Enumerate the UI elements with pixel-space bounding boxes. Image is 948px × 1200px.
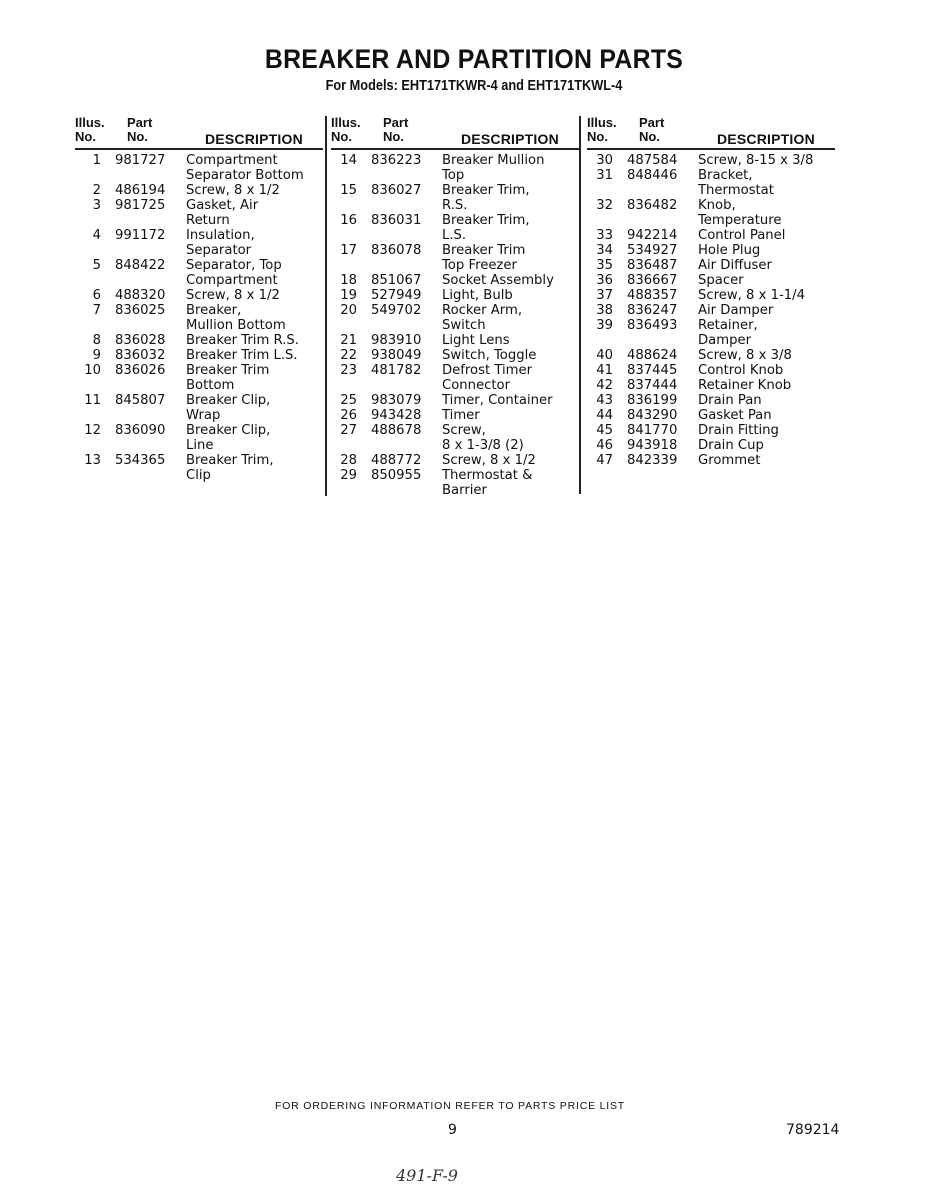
part-number: 938049 [371, 348, 422, 363]
part-description: Screw, 8 x 3/8 [698, 348, 792, 363]
illus-number: 38 [596, 303, 613, 318]
part-number: 943918 [627, 438, 678, 453]
illus-number: 9 [92, 348, 101, 363]
part-description: Timer [442, 408, 480, 423]
part-description: Screw, 8 x 1-3/8 (2) [442, 423, 524, 453]
part-description: Breaker Trim Top Freezer [442, 243, 526, 273]
parts-row [75, 198, 323, 228]
illus-number: 8 [92, 333, 101, 348]
parts-row [587, 408, 835, 423]
part-description: Screw, 8 x 1/2 [442, 453, 536, 468]
column-divider-1 [325, 116, 327, 496]
parts-row [331, 153, 579, 183]
illus-number: 45 [596, 423, 613, 438]
part-description: Breaker, Mullion Bottom [186, 303, 286, 333]
part-description: Screw, 8 x 1-1/4 [698, 288, 805, 303]
part-description: Breaker Trim, L.S. [442, 213, 530, 243]
part-description: Breaker Trim L.S. [186, 348, 298, 363]
part-description: Bracket, Thermostat [698, 168, 774, 198]
parts-row [331, 468, 579, 498]
parts-row [331, 303, 579, 333]
part-number: 488772 [371, 453, 422, 468]
illus-number: 35 [596, 258, 613, 273]
part-description: Screw, 8 x 1/2 [186, 288, 280, 303]
parts-row [587, 438, 835, 453]
part-description: Breaker Trim R.S. [186, 333, 299, 348]
illus-number: 37 [596, 288, 613, 303]
parts-row [331, 183, 579, 213]
part-number: 836031 [371, 213, 422, 228]
header-illus-no: Illus. No. [587, 115, 617, 144]
part-number: 836482 [627, 198, 678, 213]
part-number: 488624 [627, 348, 678, 363]
parts-row [331, 453, 579, 468]
part-description: Control Panel [698, 228, 786, 243]
parts-row [75, 453, 323, 483]
illus-number: 47 [596, 453, 613, 468]
part-number: 836487 [627, 258, 678, 273]
part-number: 845807 [115, 393, 166, 408]
part-number: 836026 [115, 363, 166, 378]
parts-row [587, 423, 835, 438]
illus-number: 39 [596, 318, 613, 333]
part-number: 850955 [371, 468, 422, 483]
part-description: Compartment Separator Bottom [186, 153, 304, 183]
part-number: 481782 [371, 363, 422, 378]
part-description: Drain Cup [698, 438, 764, 453]
part-number: 837444 [627, 378, 678, 393]
parts-row [587, 348, 835, 363]
part-description: Air Damper [698, 303, 774, 318]
part-description: Spacer [698, 273, 744, 288]
part-description: Breaker Trim, R.S. [442, 183, 530, 213]
part-description: Breaker Clip, Line [186, 423, 271, 453]
models-subtitle: For Models: EHT171TKWR-4 and EHT171TKWL-4 [325, 77, 623, 94]
part-description: Air Diffuser [698, 258, 772, 273]
part-number: 488320 [115, 288, 166, 303]
parts-row [75, 393, 323, 423]
part-description: Screw, 8 x 1/2 [186, 183, 280, 198]
illus-number: 10 [84, 363, 101, 378]
header-illus-no: Illus. No. [75, 115, 105, 144]
parts-row [75, 258, 323, 288]
illus-number: 34 [596, 243, 613, 258]
part-number: 981727 [115, 153, 166, 168]
header-description: DESCRIPTION [461, 131, 559, 147]
part-number: 836028 [115, 333, 166, 348]
part-number: 836078 [371, 243, 422, 258]
header-rule [587, 148, 835, 150]
illus-number: 1 [92, 153, 101, 168]
header-part-no: Part No. [639, 115, 665, 144]
header-illus-no: Illus. No. [331, 115, 361, 144]
part-description: Rocker Arm, Switch [442, 303, 523, 333]
part-description: Timer, Container [442, 393, 553, 408]
parts-row [75, 228, 323, 258]
parts-row [587, 258, 835, 273]
part-description: Screw, 8-15 x 3/8 [698, 153, 814, 168]
illus-number: 46 [596, 438, 613, 453]
part-number: 836032 [115, 348, 166, 363]
parts-column-3 [587, 112, 835, 468]
part-description: Light Lens [442, 333, 510, 348]
part-number: 841770 [627, 423, 678, 438]
part-number: 527949 [371, 288, 422, 303]
header-rule [75, 148, 323, 150]
part-number: 836199 [627, 393, 678, 408]
parts-row [587, 228, 835, 243]
parts-column-2 [331, 112, 579, 498]
parts-row [587, 378, 835, 393]
part-number: 848446 [627, 168, 678, 183]
parts-row [331, 213, 579, 243]
column-header [75, 112, 323, 148]
parts-row [331, 393, 579, 408]
parts-row [331, 348, 579, 363]
parts-row [331, 408, 579, 423]
illus-number: 3 [92, 198, 101, 213]
part-number: 991172 [115, 228, 166, 243]
illus-number: 12 [84, 423, 101, 438]
illus-number: 42 [596, 378, 613, 393]
column-divider-2 [579, 116, 581, 494]
header-part-no: Part No. [127, 115, 153, 144]
illus-number: 26 [340, 408, 357, 423]
part-number: 836025 [115, 303, 166, 318]
illus-number: 7 [92, 303, 101, 318]
header-description: DESCRIPTION [205, 131, 303, 147]
illus-number: 43 [596, 393, 613, 408]
part-number: 943428 [371, 408, 422, 423]
parts-row [587, 318, 835, 348]
parts-column-1 [75, 112, 323, 483]
part-description: Breaker Mullion Top [442, 153, 545, 183]
part-number: 534365 [115, 453, 166, 468]
page-title: BREAKER AND PARTITION PARTS [264, 44, 684, 74]
part-description: Socket Assembly [442, 273, 554, 288]
illus-number: 18 [340, 273, 357, 288]
illus-number: 29 [340, 468, 357, 483]
parts-row [587, 393, 835, 408]
illus-number: 22 [340, 348, 357, 363]
illus-number: 33 [596, 228, 613, 243]
parts-row [331, 273, 579, 288]
part-description: Gasket, Air Return [186, 198, 259, 228]
part-description: Grommet [698, 453, 761, 468]
part-description: Insulation, Separator [186, 228, 255, 258]
page-number: 9 [448, 1122, 457, 1138]
part-number: 942214 [627, 228, 678, 243]
illus-number: 44 [596, 408, 613, 423]
part-number: 848422 [115, 258, 166, 273]
column-header [587, 112, 835, 148]
parts-row [75, 333, 323, 348]
illus-number: 25 [340, 393, 357, 408]
part-description: Hole Plug [698, 243, 761, 258]
parts-row [331, 288, 579, 303]
parts-row [75, 153, 323, 183]
ordering-footer: FOR ORDERING INFORMATION REFER TO PARTS PRICE LIST [275, 1100, 625, 1112]
illus-number: 13 [84, 453, 101, 468]
illus-number: 16 [340, 213, 357, 228]
part-description: Defrost Timer Connector [442, 363, 533, 393]
part-description: Separator, Top Compartment [186, 258, 282, 288]
parts-row [587, 153, 835, 168]
illus-number: 20 [340, 303, 357, 318]
parts-row [587, 243, 835, 258]
part-number: 983910 [371, 333, 422, 348]
parts-row [587, 303, 835, 318]
part-description: Breaker Trim Bottom [186, 363, 270, 393]
parts-row [587, 453, 835, 468]
illus-number: 41 [596, 363, 613, 378]
document-number: 789214 [786, 1122, 840, 1138]
illus-number: 14 [340, 153, 357, 168]
parts-row [587, 168, 835, 198]
part-description: Drain Pan [698, 393, 762, 408]
parts-row [75, 303, 323, 333]
part-number: 836493 [627, 318, 678, 333]
part-number: 488678 [371, 423, 422, 438]
illus-number: 17 [340, 243, 357, 258]
part-number: 983079 [371, 393, 422, 408]
part-description: Drain Fitting [698, 423, 779, 438]
part-number: 487584 [627, 153, 678, 168]
part-number: 836667 [627, 273, 678, 288]
illus-number: 19 [340, 288, 357, 303]
parts-row [331, 243, 579, 273]
parts-row [75, 423, 323, 453]
column-header [331, 112, 579, 148]
parts-row [75, 288, 323, 303]
parts-row [587, 288, 835, 303]
part-number: 549702 [371, 303, 422, 318]
part-number: 836090 [115, 423, 166, 438]
part-description: Breaker Trim, Clip [186, 453, 274, 483]
part-number: 836027 [371, 183, 422, 198]
illus-number: 6 [92, 288, 101, 303]
illus-number: 32 [596, 198, 613, 213]
parts-row [331, 333, 579, 348]
illus-number: 28 [340, 453, 357, 468]
handwritten-note: 491-F-9 [396, 1166, 458, 1185]
part-number: 842339 [627, 453, 678, 468]
illus-number: 15 [340, 183, 357, 198]
illus-number: 5 [92, 258, 101, 273]
parts-row [587, 363, 835, 378]
parts-row [75, 183, 323, 198]
part-number: 851067 [371, 273, 422, 288]
header-rule [331, 148, 579, 150]
illus-number: 11 [84, 393, 101, 408]
parts-row [75, 348, 323, 363]
part-description: Knob, Temperature [698, 198, 782, 228]
part-number: 836223 [371, 153, 422, 168]
header-description: DESCRIPTION [717, 131, 815, 147]
part-description: Switch, Toggle [442, 348, 537, 363]
parts-row [587, 198, 835, 228]
part-number: 837445 [627, 363, 678, 378]
illus-number: 30 [596, 153, 613, 168]
part-number: 488357 [627, 288, 678, 303]
part-description: Retainer Knob [698, 378, 792, 393]
illus-number: 4 [92, 228, 101, 243]
part-number: 843290 [627, 408, 678, 423]
part-description: Thermostat & Barrier [442, 468, 533, 498]
header-part-no: Part No. [383, 115, 409, 144]
illus-number: 23 [340, 363, 357, 378]
part-description: Breaker Clip, Wrap [186, 393, 271, 423]
part-number: 836247 [627, 303, 678, 318]
part-description: Retainer, Damper [698, 318, 758, 348]
part-description: Gasket Pan [698, 408, 772, 423]
part-description: Control Knob [698, 363, 784, 378]
parts-row [331, 363, 579, 393]
parts-row [587, 273, 835, 288]
illus-number: 36 [596, 273, 613, 288]
illus-number: 27 [340, 423, 357, 438]
illus-number: 31 [596, 168, 613, 183]
illus-number: 21 [340, 333, 357, 348]
part-number: 486194 [115, 183, 166, 198]
illus-number: 2 [92, 183, 101, 198]
part-number: 534927 [627, 243, 678, 258]
illus-number: 40 [596, 348, 613, 363]
part-description: Light, Bulb [442, 288, 513, 303]
part-number: 981725 [115, 198, 166, 213]
parts-row [75, 363, 323, 393]
parts-row [331, 423, 579, 453]
